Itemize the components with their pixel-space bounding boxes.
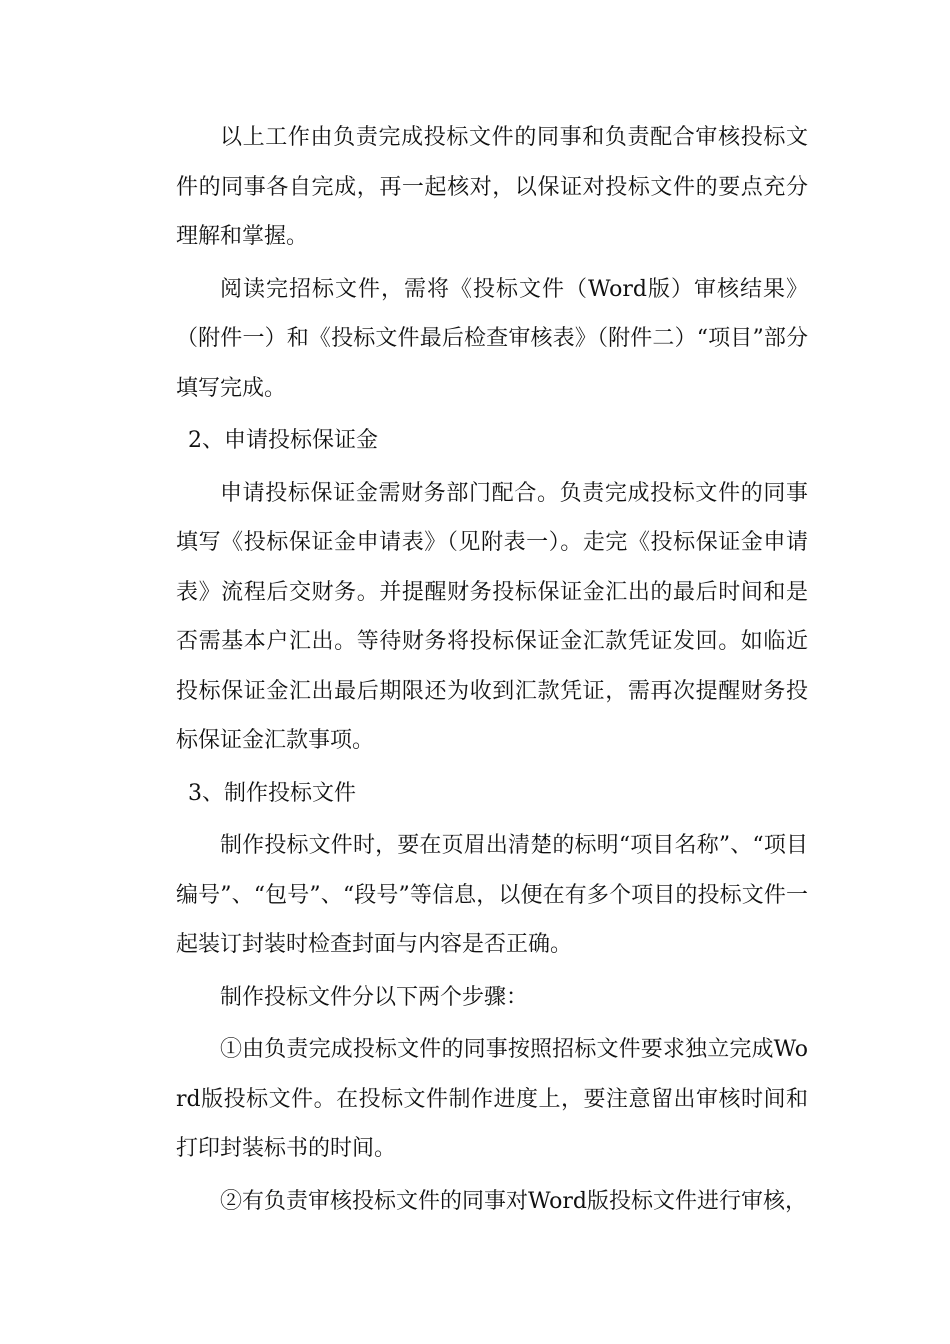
body-paragraph: ①由负责完成投标文件的同事按照招标文件要求独立完成Word版投标文件。在投标文件制作进度上，要注意留出审核时间和打印封装标书的时间。 — [176, 1037, 808, 1161]
document-body — [176, 113, 808, 1229]
body-paragraph: 阅读完招标文件，需将《投标文件（Word版）审核结果》（附件一）和《投标文件最后检查审核表》（附件二）“项目”部分填写完成。 — [176, 276, 808, 401]
body-paragraph: 以上工作由负责完成投标文件的同事和负责配合审核投标文件的同事各自完成，再一起核对，以保证对投标文件的要点充分理解和掌握。 — [176, 125, 808, 249]
section-heading: 3、制作投标文件 — [188, 780, 356, 806]
body-paragraph: 制作投标文件分以下两个步骤： — [220, 984, 529, 1010]
body-paragraph: ②有负责审核投标文件的同事对Word版投标文件进行审核， — [220, 1188, 807, 1214]
body-paragraph: 申请投标保证金需财务部门配合。负责完成投标文件的同事填写《投标保证金申请表》（见附表一）。走完《投标保证金申请表》流程后交财务。并提醒财务投标保证金汇出的最后时间和是否需基本户汇出。等待财务将投标保证金汇款凭证发回。如临近投标保证金汇出最后期限还为收到汇款凭证，需再次提醒财务投标保证金汇款事项。 — [176, 480, 808, 753]
section-heading: 2、申请投标保证金 — [188, 428, 378, 453]
body-paragraph: 制作投标文件时，要在页眉出清楚的标明“项目名称”、“项目编号”、“包号”、“段号”等信息，以便在有多个项目的投标文件一起装订封装时检查封面与内容是否正确。 — [176, 833, 808, 957]
